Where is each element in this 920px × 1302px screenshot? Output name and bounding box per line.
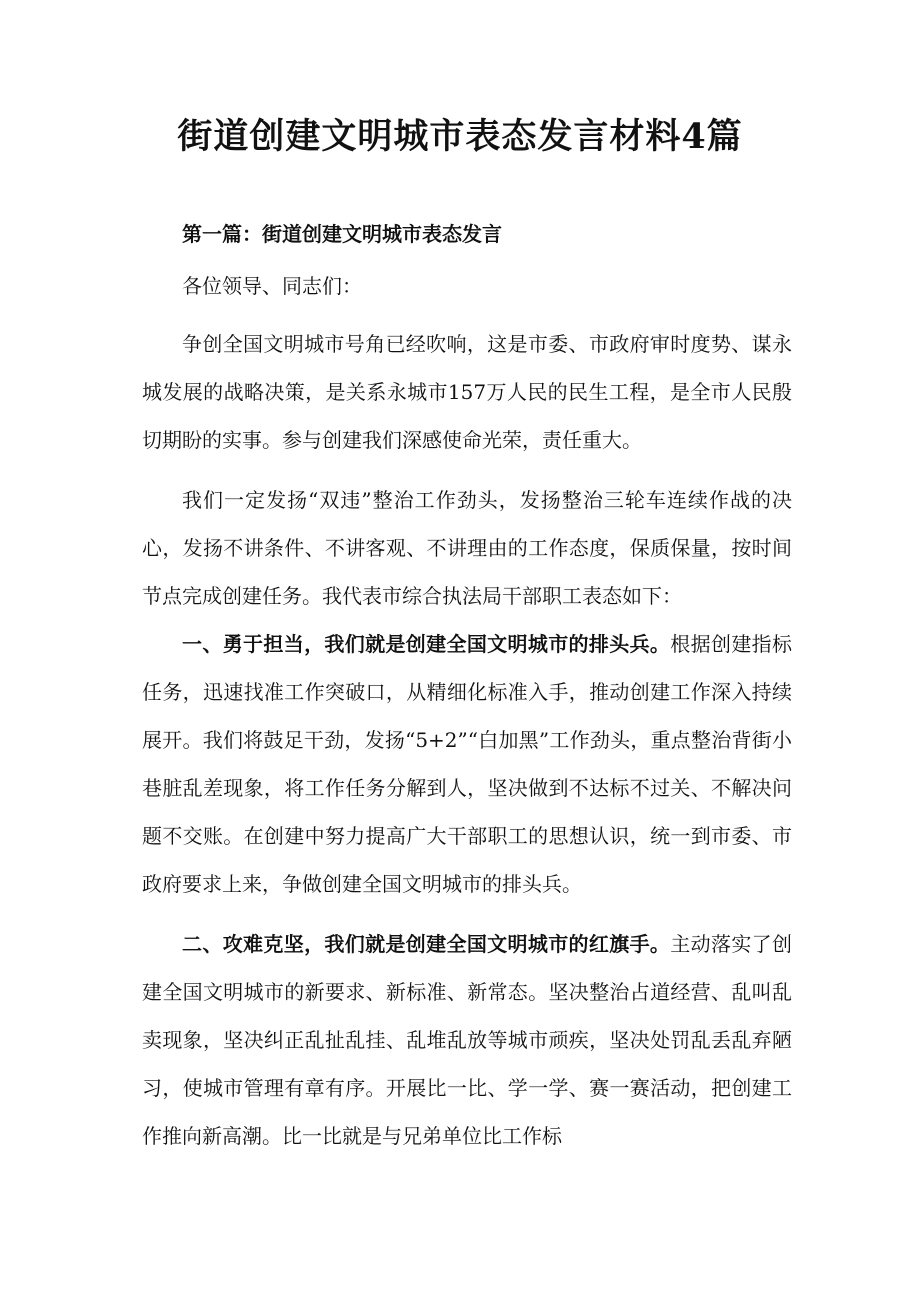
paragraph-4 [142, 920, 792, 1160]
section-heading: 第一篇：街道创建文明城市表态发言 [182, 222, 502, 246]
salutation: 各位领导、同志们： [182, 274, 362, 298]
document-body [142, 216, 792, 1160]
document-title: 街道创建文明城市表态发言材料4篇 [177, 116, 743, 157]
paragraph-1 [142, 320, 792, 464]
paragraph-1-text: 争创全国文明城市号角已经吹响，这是市委、市政府审时度势、谋永城发展的战略决策，是关系永城市157万人民的民生工程，是全市人民殷切期盼的实事。参与创建我们深感使命光荣，责任重大。 [142, 332, 792, 452]
paragraph-3-lead: 一、勇于担当，我们就是创建全国文明城市的排头兵。 [182, 632, 671, 656]
paragraph-2-text: 我们一定发扬“双违”整治工作劲头，发扬整治三轮车连续作战的决心，发扬不讲条件、不讲客观、不讲理由的工作态度，保质保量，按时间节点完成创建任务。我代表市综合执法局干部职工表态如下： [142, 488, 792, 608]
paragraph-3 [142, 620, 792, 908]
paragraph-3-text: 根据创建指标任务，迅速找准工作突破口，从精细化标准入手，推动创建工作深入持续展开。我们将鼓足干劲，发扬“5+2”“白加黑”工作劲头，重点整治背街小巷脏乱差现象，将工作任务分解到人，坚决做到不达标不过关、不解决问题不交账。在创建中努力提高广大干部职工的思想认识，统一到市委、市政府要求上来，争做创建全国文明城市的排头兵。 [142, 632, 793, 896]
paragraph-4-lead: 二、攻难克坚，我们就是创建全国文明城市的红旗手。 [182, 932, 671, 956]
paragraph-4-text: 主动落实了创建全国文明城市的新要求、新标准、新常态。坚决整治占道经营、乱叫乱卖现象，坚决纠正乱扯乱挂、乱堆乱放等城市顽疾，坚决处罚乱丢乱弃陋习，使城市管理有章有序。开展比一比、学一学、赛一赛活动，把创建工作推向新高潮。比一比就是与兄弟单位比工作标 [142, 932, 793, 1148]
paragraph-2 [142, 476, 792, 620]
